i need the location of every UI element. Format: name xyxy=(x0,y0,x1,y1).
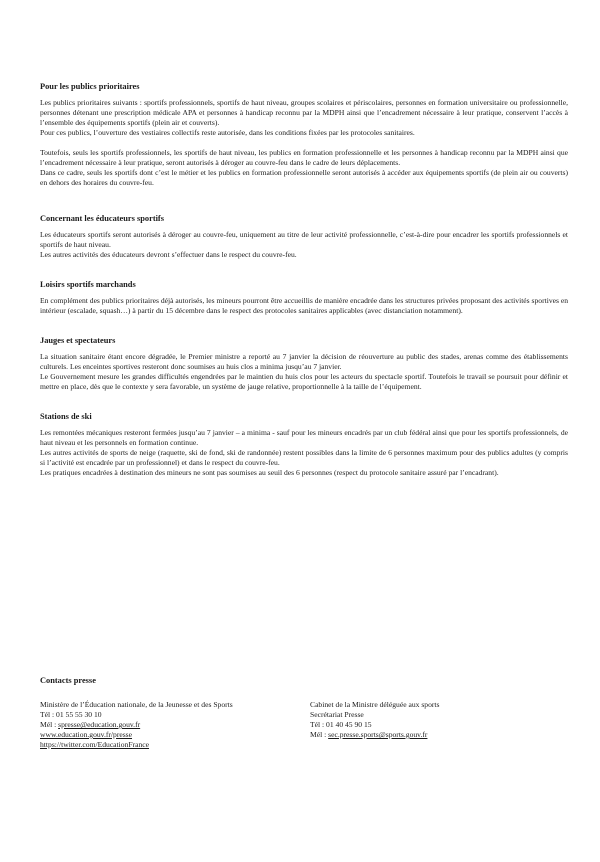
contact-ministry xyxy=(40,700,260,750)
contact-dept: Secrétariat Presse xyxy=(310,710,364,719)
paragraph: Les remontées mécaniques resteront fermées jusqu’au 7 janvier – a minima - sauf pour les mineurs encadrés par un club fédéral ainsi que pour les sportifs professionnels, de haut niveau et les personnels en formation continue. xyxy=(40,428,568,447)
mail-label: Mél : xyxy=(310,730,329,739)
section-educateurs-sportifs xyxy=(40,214,568,260)
section-loisirs-sportifs xyxy=(40,280,568,316)
paragraph: Les éducateurs sportifs seront autorisés à déroger au couvre-feu, uniquement au titre de leur activité professionnelle, c’est-à-dire pour encadrer les sportifs professionnels et sportifs de haut niveau. xyxy=(40,230,568,249)
contact-cabinet xyxy=(310,700,550,750)
section-title: Stations de ski xyxy=(40,412,92,421)
paragraph: Les autres activités des éducateurs devront s’effectuer dans le respect du couvre-feu. xyxy=(40,250,297,259)
paragraph: Les pratiques encadrées à destination des mineurs ne sont pas soumises au seuil des 6 personnes (respect du protocole sanitaire assuré par l’encadrant). xyxy=(40,468,499,477)
section-title: Jauges et spectateurs xyxy=(40,336,116,345)
section-publics-prioritaires xyxy=(40,82,568,188)
paragraph: Les publics prioritaires suivants : sportifs professionnels, sportifs de haut niveau, groupes scolaires et périscolaires, personnes en formation universitaire ou professionnelle, personnes détenant une prescription médicale APA et personnes à handicap reconnu par la MDPH ainsi que l’encadrement nécessaire à leur pratique, conservent l’accès à l’ensemble des équipements sportifs (plein air et couverts). xyxy=(40,98,568,127)
section-title: Loisirs sportifs marchands xyxy=(40,280,136,289)
section-jauges-spectateurs xyxy=(40,336,568,392)
document-body xyxy=(40,82,568,496)
section-stations-de-ski xyxy=(40,412,568,478)
paragraph: Dans ce cadre, seuls les sportifs dont c’est le métier et les publics en formation professionnelle seront autorisés à accéder aux équipements sportifs (de plein air ou couverts) en dehors des horaires du couvre-feu. xyxy=(40,168,568,187)
mail-link[interactable]: sec.presse.sports@sports.gouv.fr xyxy=(328,730,428,739)
press-contacts xyxy=(40,676,568,750)
paragraph: Pour ces publics, l’ouverture des vestiaires collectifs reste autorisée, dans les conditions fixées par les protocoles sanitaires. xyxy=(40,128,415,137)
paragraph: En complément des publics prioritaires déjà autorisés, les mineurs pourront être accueillis de manière encadrée dans les structures privées proposant des activités sportives en intérieur (escalade, squash…) à partir du 15 décembre dans le respect des protocoles sanitaires applicables (avec distanciation notamment). xyxy=(40,296,569,315)
contact-tel: Tél : 01 55 55 30 10 xyxy=(40,710,102,719)
contact-org: Ministère de l’Éducation nationale, de la Jeunesse et des Sports xyxy=(40,700,233,709)
paragraph: La situation sanitaire étant encore dégradée, le Premier ministre a reporté au 7 janvier la décision de réouverture au public des stades, arenas comme des établissements culturels. Les enceintes sportives resteront donc soumises au huis clos a minima jusqu’au 7 janvier. xyxy=(40,352,568,371)
paragraph: Le Gouvernement mesure les grandes difficultés engendrées par le maintien du huis clos pour les acteurs du spectacle sportif. Toutefois le travail se poursuit pour définir et mettre en place, dès que le contexte y sera favorable, un système de jauge relative, proportionnelle à la taille de l’équipement. xyxy=(40,372,568,391)
section-title: Concernant les éducateurs sportifs xyxy=(40,214,164,223)
paragraph: Les autres activités de sports de neige (raquette, ski de fond, ski de randonnée) restent possibles dans la limite de 6 personnes maximum pour des publics adultes (y compris si l’activité est encadrée par un professionnel) et dans le respect du couvre-feu. xyxy=(40,448,568,467)
website-link[interactable]: www.education.gouv.fr/presse xyxy=(40,730,133,739)
mail-label: Mél : xyxy=(40,720,59,729)
contact-org: Cabinet de la Ministre déléguée aux sports xyxy=(310,700,440,709)
contact-tel: Tél : 01 40 45 90 15 xyxy=(310,720,372,729)
mail-link[interactable]: spresse@education.gouv.fr xyxy=(58,720,141,729)
twitter-link[interactable]: https://twitter.com/EducationFrance xyxy=(40,740,150,749)
section-title: Pour les publics prioritaires xyxy=(40,82,140,91)
contacts-title: Contacts presse xyxy=(40,676,96,685)
contact-mail-row xyxy=(310,730,550,740)
contact-mail-row xyxy=(40,720,260,730)
paragraph: Toutefois, seuls les sportifs professionnels, les sportifs de haut niveau, les publics en formation professionnelle et les personnes à handicap reconnu par la MDPH ainsi que l’encadrement nécessaire à leur pratique, seront autorisés à déroger au couvre-feu dans le cadre de leurs déplacements. xyxy=(40,148,568,167)
